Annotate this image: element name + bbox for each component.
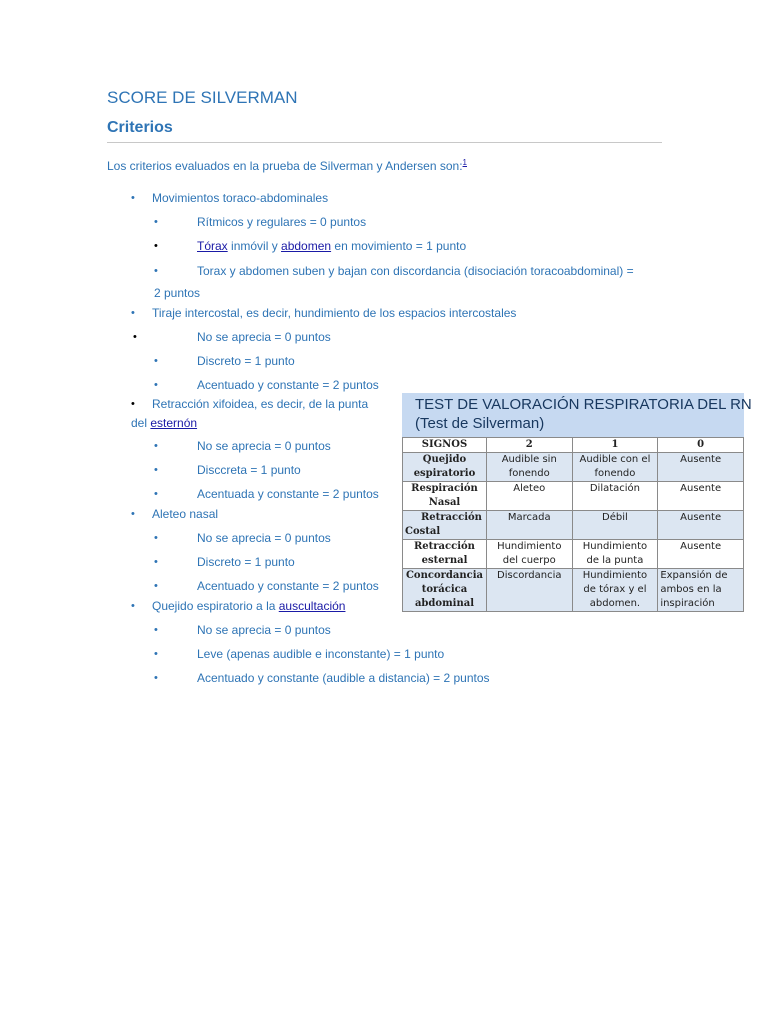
bullet-icon: • <box>154 240 158 252</box>
table-row <box>403 482 744 511</box>
table-header-row <box>403 438 744 453</box>
page-title: SCORE DE SILVERMAN <box>107 88 298 107</box>
bullet-icon: • <box>154 648 158 660</box>
table-cell: Ausente <box>658 540 744 569</box>
sub-item: Disccreta = 1 punto <box>197 463 301 477</box>
table-row <box>403 453 744 482</box>
bullet-icon: • <box>154 464 158 476</box>
sub-item: Discreto = 1 punto <box>197 354 295 368</box>
silverman-table <box>402 437 744 612</box>
figure-subtitle: (Test de Silverman) <box>415 415 545 432</box>
link-auscultacion[interactable]: auscultación <box>278 599 346 613</box>
sub-item-text: inmóvil y <box>227 239 282 253</box>
table-row <box>403 511 744 540</box>
link-abdomen[interactable]: abdomen <box>281 239 332 253</box>
table-cell: Ausente <box>658 511 744 540</box>
bullet-icon: • <box>154 355 158 367</box>
list-item-movimientos: Movimientos toraco-abdominales <box>152 191 329 205</box>
table-cell: Aleteo <box>486 482 572 511</box>
sub-item: Acentuado y constante (audible a distancia) = 2 puntos <box>197 671 490 685</box>
table-cell: Expansión de ambos en la inspiración <box>658 569 744 612</box>
sub-item <box>197 239 466 254</box>
sub-item: Acentuada y constante = 2 puntos <box>197 487 379 501</box>
header-cell: SIGNOS <box>403 438 487 453</box>
sign-cell: Respiración Nasal <box>403 482 487 511</box>
sign-cell: Concordancia torácica abdominal <box>403 569 487 612</box>
table-row <box>403 540 744 569</box>
list-item-text: del <box>131 416 151 430</box>
list-item-text: Quejido espiratorio a la <box>152 599 279 613</box>
sign-cell: Retracción esternal <box>403 540 487 569</box>
link-torax[interactable]: Tórax <box>197 239 228 253</box>
bullet-icon: • <box>131 307 135 319</box>
table-cell: Ausente <box>658 482 744 511</box>
sub-item: Torax y abdomen suben y bajan con discordancia (disociación toracoabdominal) = <box>197 264 634 278</box>
bullet-icon: • <box>154 580 158 592</box>
table-cell: Audible sin fonendo <box>486 453 572 482</box>
list-item-quejido <box>152 599 345 614</box>
bullet-icon: • <box>154 556 158 568</box>
bullet-icon: • <box>131 600 135 612</box>
sub-item: No se aprecia = 0 puntos <box>197 623 331 637</box>
table-cell: Dilatación <box>572 482 658 511</box>
section-heading: Criterios <box>107 119 173 136</box>
bullet-icon: • <box>154 379 158 391</box>
bullet-icon: • <box>154 216 158 228</box>
figure-title: TEST DE VALORACIÓN RESPIRATORIA DEL RN <box>415 396 752 413</box>
link-esternon[interactable]: esternón <box>150 416 198 430</box>
bullet-icon: • <box>133 331 137 343</box>
sub-item: Acentuado y constante = 2 puntos <box>197 378 379 392</box>
heading-divider <box>107 142 662 143</box>
bullet-icon: • <box>154 532 158 544</box>
list-item-continuation <box>131 416 197 431</box>
table-cell: Hundimiento de la punta <box>572 540 658 569</box>
table-cell: Hundimiento de tórax y el abdomen. <box>572 569 658 612</box>
sign-cell: Retracción Costal <box>403 511 487 540</box>
sub-item: No se aprecia = 0 puntos <box>197 531 331 545</box>
sub-item: Rítmicos y regulares = 0 puntos <box>197 215 367 229</box>
sub-item: No se aprecia = 0 puntos <box>197 439 331 453</box>
list-item-retraccion: Retracción xifoidea, es decir, de la punta <box>152 397 369 411</box>
header-cell: 0 <box>658 438 744 453</box>
list-item-tiraje: Tiraje intercostal, es decir, hundimiento de los espacios intercostales <box>152 306 517 320</box>
bullet-icon: • <box>131 192 135 204</box>
table-cell: Discordancia <box>486 569 572 612</box>
bullet-icon: • <box>154 265 158 277</box>
sub-item: Discreto = 1 punto <box>197 555 295 569</box>
sub-item: Leve (apenas audible e inconstante) = 1 punto <box>197 647 445 661</box>
header-cell: 1 <box>572 438 658 453</box>
table-row <box>403 569 744 612</box>
table-cell: Audible con el fonendo <box>572 453 658 482</box>
sub-item: No se aprecia = 0 puntos <box>197 330 331 344</box>
sub-item: Acentuado y constante = 2 puntos <box>197 579 379 593</box>
sign-cell: Quejido espiratorio <box>403 453 487 482</box>
sub-item-continuation: 2 puntos <box>154 286 201 300</box>
table-cell: Marcada <box>486 511 572 540</box>
footnote-link[interactable]: 1 <box>462 158 467 167</box>
bullet-icon: • <box>154 624 158 636</box>
bullet-icon: • <box>154 488 158 500</box>
table-cell: Hundimiento del cuerpo <box>486 540 572 569</box>
bullet-icon: • <box>131 398 135 410</box>
bullet-icon: • <box>131 508 135 520</box>
bullet-icon: • <box>154 440 158 452</box>
table-cell: Ausente <box>658 453 744 482</box>
intro-text: Los criterios evaluados en la prueba de Silverman y Andersen son: <box>107 159 463 173</box>
table-cell: Débil <box>572 511 658 540</box>
intro-paragraph <box>107 155 467 174</box>
bullet-icon: • <box>154 672 158 684</box>
list-item-aleteo: Aleteo nasal <box>152 507 219 521</box>
header-cell: 2 <box>486 438 572 453</box>
silverman-table-image <box>402 393 752 619</box>
sub-item-text: en movimiento = 1 punto <box>331 239 467 253</box>
